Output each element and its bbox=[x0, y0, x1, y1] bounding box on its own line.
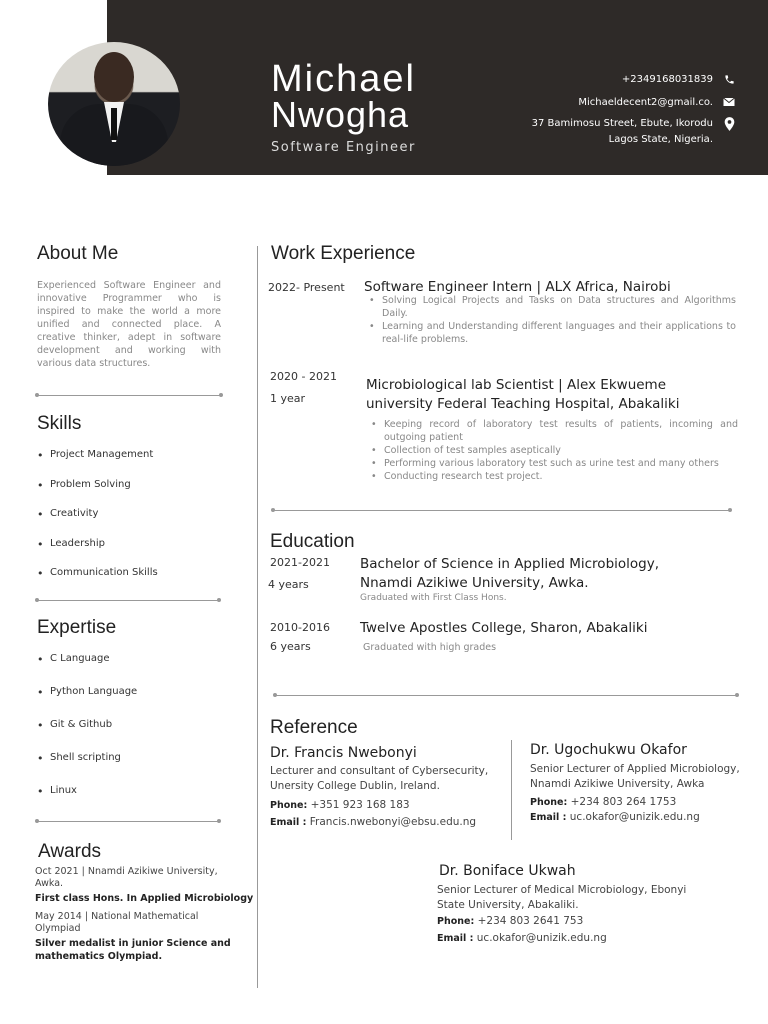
list-item: • Collection of test samples aseptically bbox=[371, 444, 738, 457]
phone-icon bbox=[722, 74, 736, 88]
job-2-title: Microbiological lab Scientist | Alex Ekwueme university Federal Teaching Hospital, Abakaliki bbox=[366, 377, 680, 412]
ref-3-role: Senior Lecturer of Medical Microbiology, Ebonyi State University, Abakaliki. bbox=[437, 884, 687, 911]
award-2-title: Silver medalist in junior Science and mathematics Olympiad. bbox=[35, 938, 231, 962]
job-1-date: 2022- Present bbox=[268, 281, 345, 294]
envelope-icon bbox=[722, 97, 736, 111]
address-line-2: Lagos State, Nigeria. bbox=[608, 134, 713, 145]
list-item: • Keeping record of laboratory test results of patients, incoming and outgoing patient bbox=[371, 418, 738, 444]
ref-1-name: Dr. Francis Nwebonyi bbox=[270, 745, 417, 761]
job-2-bullets bbox=[371, 418, 738, 483]
divider bbox=[275, 695, 737, 696]
list-item: • Conducting research test project. bbox=[371, 470, 738, 483]
column-divider bbox=[257, 246, 258, 988]
award-1-meta: Oct 2021 | Nnamdi Azikiwe University, Awka. bbox=[35, 866, 218, 889]
expertise-list bbox=[37, 653, 137, 818]
ref-2-phone: +234 803 264 1753 bbox=[570, 796, 677, 808]
list-item: • Creativity bbox=[37, 508, 158, 538]
email-text: Michaeldecent2@gmail.co. bbox=[578, 97, 713, 108]
edu-1-duration: 4 years bbox=[268, 578, 309, 591]
first-name: Michael bbox=[271, 58, 416, 100]
ref-3-name: Dr. Boniface Ukwah bbox=[439, 863, 576, 879]
divider bbox=[273, 510, 730, 511]
edu-2-note: Graduated with high grades bbox=[363, 642, 497, 653]
divider bbox=[37, 395, 221, 396]
edu-2-duration: 6 years bbox=[270, 640, 311, 653]
job-2-date: 2020 - 2021 bbox=[270, 370, 337, 383]
skills-heading: Skills bbox=[37, 413, 82, 434]
list-item: • Linux bbox=[37, 785, 137, 818]
ref-3-phone: +234 803 2641 753 bbox=[477, 915, 584, 927]
about-text: Experienced Software Engineer and innovative Programmer who is inspired to make the world a more unified and connected place. A creative thinker, adept in software development and working with various data structures. bbox=[37, 280, 221, 369]
list-item: • Python Language bbox=[37, 686, 137, 719]
list-item: • Leadership bbox=[37, 538, 158, 568]
ref-2-phone-row: Phone: +234 803 264 1753 bbox=[530, 796, 677, 808]
edu-1-title: Bachelor of Science in Applied Microbiology, Nnamdi Azikiwe University, Awka. bbox=[360, 556, 660, 591]
ref-3-email-row: Email : uc.okafor@unizik.edu.ng bbox=[437, 932, 607, 944]
skills-list bbox=[37, 449, 158, 597]
about-heading: About Me bbox=[37, 243, 119, 264]
ref-3-email: uc.okafor@unizik.edu.ng bbox=[476, 932, 607, 944]
expertise-heading: Expertise bbox=[37, 617, 117, 638]
header-banner bbox=[107, 0, 768, 175]
ref-1-role: Lecturer and consultant of Cybersecurity, Unersity College Dublin, Ireland. bbox=[270, 765, 489, 792]
list-item: • Solving Logical Projects and Tasks on Data structures and Algorithms Daily. bbox=[369, 294, 736, 320]
ref-2-email-row: Email : uc.okafor@unizik.edu.ng bbox=[530, 811, 700, 823]
edu-2-title: Twelve Apostles College, Sharon, Abakaliki bbox=[360, 620, 648, 636]
work-heading: Work Experience bbox=[271, 243, 416, 264]
divider bbox=[37, 821, 219, 822]
job-2-duration: 1 year bbox=[270, 392, 306, 405]
edu-1-date: 2021-2021 bbox=[270, 556, 330, 569]
award-1-title: First class Hons. In Applied Microbiology bbox=[35, 893, 254, 904]
job-1-title: Software Engineer Intern | ALX Africa, Nairobi bbox=[364, 279, 671, 295]
awards-heading: Awards bbox=[38, 841, 102, 862]
job-title: Software Engineer bbox=[271, 140, 416, 155]
list-item: • Performing various laboratory test such as urine test and many others bbox=[371, 457, 738, 470]
list-item: • Problem Solving bbox=[37, 479, 158, 509]
location-pin-icon bbox=[722, 117, 736, 131]
ref-3-phone-row: Phone: +234 803 2641 753 bbox=[437, 915, 584, 927]
profile-photo bbox=[48, 42, 180, 166]
ref-1-phone-row: Phone: +351 923 168 183 bbox=[270, 799, 410, 811]
phone-text: +2349168031839 bbox=[621, 74, 713, 85]
ref-1-email-row: Email : Francis.nwebonyi@ebsu.edu.ng bbox=[270, 816, 477, 828]
award-2-meta: May 2014 | National Mathematical Olympiad bbox=[35, 911, 199, 934]
ref-1-phone: +351 923 168 183 bbox=[310, 799, 410, 811]
list-item: • C Language bbox=[37, 653, 137, 686]
address-line-1: 37 Bamimosu Street, Ebute, Ikorodu bbox=[531, 118, 713, 129]
edu-2-date: 2010-2016 bbox=[270, 621, 330, 634]
list-item: • Git & Github bbox=[37, 719, 137, 752]
reference-divider bbox=[511, 740, 512, 840]
edu-1-note: Graduated with First Class Hons. bbox=[360, 593, 507, 603]
ref-1-email: Francis.nwebonyi@ebsu.edu.ng bbox=[309, 816, 477, 828]
list-item: • Learning and Understanding different languages and their applications to real-life problems. bbox=[369, 320, 736, 346]
reference-heading: Reference bbox=[270, 717, 358, 738]
ref-2-role: Senior Lecturer of Applied Microbiology, Nnamdi Azikiwe University, Awka bbox=[530, 763, 740, 790]
last-name: Nwogha bbox=[271, 94, 410, 135]
list-item: • Project Management bbox=[37, 449, 158, 479]
education-heading: Education bbox=[270, 531, 355, 552]
ref-2-email: uc.okafor@unizik.edu.ng bbox=[569, 811, 700, 823]
divider bbox=[37, 600, 219, 601]
job-1-bullets bbox=[369, 294, 736, 346]
list-item: • Communication Skills bbox=[37, 567, 158, 597]
list-item: • Shell scripting bbox=[37, 752, 137, 785]
ref-2-name: Dr. Ugochukwu Okafor bbox=[530, 742, 687, 758]
